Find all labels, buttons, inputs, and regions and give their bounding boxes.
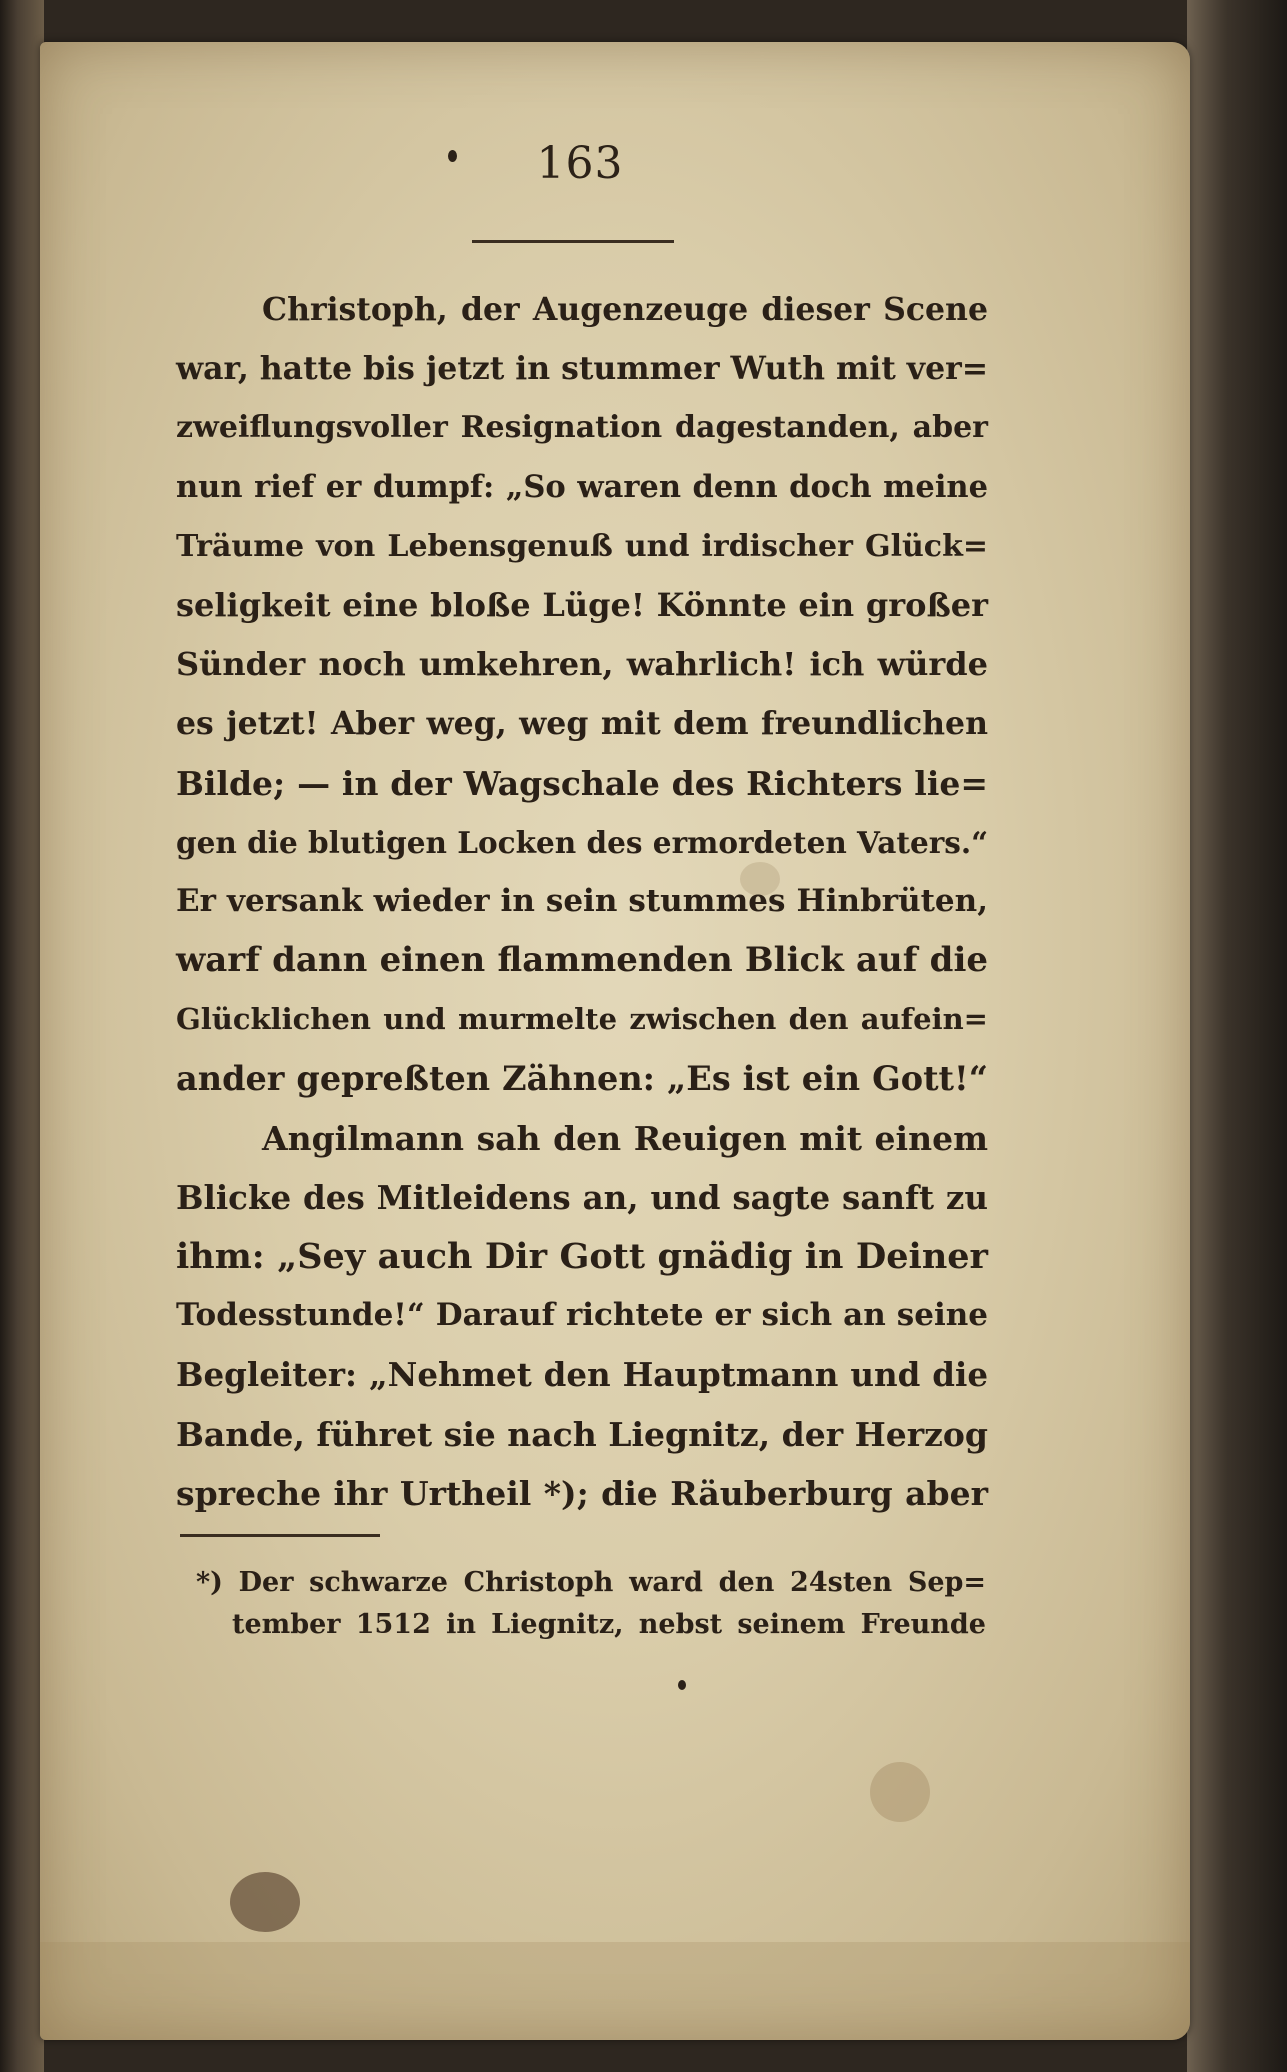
text-line: ander gepreßten Zähnen: „Es ist ein Gott!“ xyxy=(176,1059,988,1099)
text-line: Er versank wieder in sein stummes Hinbrüten, xyxy=(176,882,988,919)
text-line: Sünder noch umkehren, wahrlich! ich würde xyxy=(176,645,988,684)
text-line: spreche ihr Urtheil *); die Räuberburg aber xyxy=(176,1473,988,1513)
text-line: Christoph, der Augenzeuge dieser Scene xyxy=(262,291,988,328)
paper-stain xyxy=(870,1762,930,1822)
text-line: zweiflungsvoller Resignation dagestanden, aber xyxy=(176,410,988,446)
text-line: gen die blutigen Locken des ermordeten Vaters.“ xyxy=(176,824,989,860)
footnote-line: *) Der schwarze Christoph ward den 24sten Sep= xyxy=(196,1567,986,1598)
text-line: seligkeit eine bloße Lüge! Könnte ein großer xyxy=(176,585,988,624)
footnote-rule xyxy=(180,1534,380,1537)
page-number: 163 xyxy=(536,138,624,189)
text-line: warf dann einen flammenden Blick auf die xyxy=(176,940,988,981)
footnote-line: tember 1512 in Liegnitz, nebst seinem Freunde xyxy=(232,1609,986,1640)
text-line: Angilmann sah den Reuigen mit einem xyxy=(262,1118,988,1158)
paper-edge-wear xyxy=(40,1942,1190,2040)
footnote xyxy=(196,1562,986,1646)
text-line: ihm: „Sey auch Dir Gott gnädig in Deiner xyxy=(176,1236,988,1277)
ink-blot xyxy=(230,1872,300,1932)
page-edge-shadow xyxy=(1187,0,1287,2072)
print-mark xyxy=(448,150,457,162)
book-gutter xyxy=(0,0,44,2072)
text-line: es jetzt! Aber weg, weg mit dem freundlichen xyxy=(176,705,988,743)
text-line: war, hatte bis jetzt in stummer Wuth mit ver= xyxy=(176,350,989,388)
text-line: Todesstunde!“ Darauf richtete er sich an seine xyxy=(176,1297,988,1334)
text-line: Begleiter: „Nehmet den Hauptmann und die xyxy=(176,1355,988,1395)
print-mark xyxy=(678,1680,686,1690)
text-line: Blicke des Mitleidens an, und sagte sanft zu xyxy=(176,1177,988,1217)
text-line: Träume von Lebensgenuß und irdischer Glück= xyxy=(176,528,988,564)
body-text xyxy=(176,280,988,1523)
header-rule xyxy=(472,240,674,243)
text-line: Bilde; — in der Wagschale des Richters lie= xyxy=(176,763,988,803)
text-line: Glücklichen und murmelte zwischen den aufein= xyxy=(176,1002,988,1037)
text-line: Bande, führet sie nach Liegnitz, der Herzog xyxy=(176,1414,988,1454)
text-line: nun rief er dumpf: „So waren denn doch meine xyxy=(176,468,988,505)
